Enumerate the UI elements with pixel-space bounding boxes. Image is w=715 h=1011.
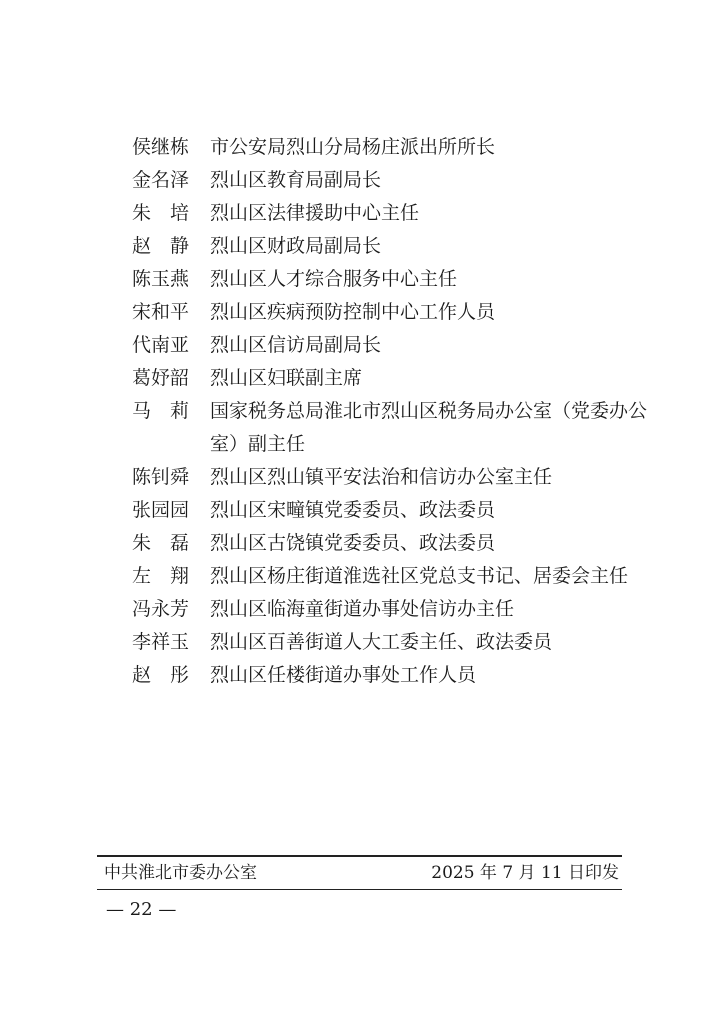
member-title: 市公安局烈山分局杨庄派出所所长 [210,136,496,158]
member-row [132,494,652,527]
member-title: 烈山区疾病预防控制中心工作人员 [210,301,496,323]
member-title: 烈山区法律援助中心主任 [210,202,420,224]
member-row [132,296,652,329]
member-row [132,527,652,560]
member-row [132,560,652,593]
member-title: 国家税务总局淮北市烈山区税务局办公室（党委办公室）副主任 [210,400,648,455]
member-row [132,230,652,263]
member-row [132,362,652,395]
member-title: 烈山区教育局副局长 [210,169,382,191]
issue-date: 2025 年 7 月 11 日印发 [431,863,619,883]
member-row [132,197,652,230]
issuing-office: 中共淮北市委办公室 [104,863,257,883]
member-name: 马 莉 [132,400,190,422]
member-title: 烈山区任楼街道办事处工作人员 [210,664,477,686]
page-number: — 22 — [106,899,177,920]
member-name: 陈钊舜 [132,466,190,488]
member-row [132,461,652,494]
member-name: 张园园 [132,499,190,521]
member-name: 陈玉燕 [132,268,190,290]
member-name: 代南亚 [132,334,190,356]
member-name: 宋和平 [132,301,190,323]
member-title: 烈山区人才综合服务中心主任 [210,268,458,290]
member-row [132,263,652,296]
member-title: 烈山区烈山镇平安法治和信访办公室主任 [210,466,553,488]
member-name: 侯继栋 [132,136,190,158]
footer-bottom-rule [97,889,622,890]
member-title: 烈山区宋疃镇党委委员、政法委员 [210,499,496,521]
member-name: 左 翔 [132,565,190,587]
member-title: 烈山区百善街道人大工委主任、政法委员 [210,631,553,653]
member-row [132,626,652,659]
member-title: 烈山区妇联副主席 [210,367,363,389]
member-title: 烈山区临海童街道办事处信访办主任 [210,598,515,620]
member-title: 烈山区古饶镇党委委员、政法委员 [210,532,496,554]
member-name: 赵 静 [132,235,190,257]
member-roster [132,131,652,692]
member-name: 朱 培 [132,202,190,224]
member-title: 烈山区杨庄街道淮选社区党总支书记、居委会主任 [210,565,629,587]
member-row [132,395,652,461]
footer-top-rule [97,855,622,857]
member-row [132,329,652,362]
member-row [132,131,652,164]
member-row [132,164,652,197]
member-title: 烈山区财政局副局长 [210,235,382,257]
member-row [132,593,652,626]
member-name: 李祥玉 [132,631,190,653]
member-name: 赵 彤 [132,664,190,686]
member-row [132,659,652,692]
member-name: 葛妤韶 [132,367,190,389]
member-name: 冯永芳 [132,598,190,620]
member-name: 金名泽 [132,169,190,191]
member-name: 朱 磊 [132,532,190,554]
member-title: 烈山区信访局副局长 [210,334,382,356]
